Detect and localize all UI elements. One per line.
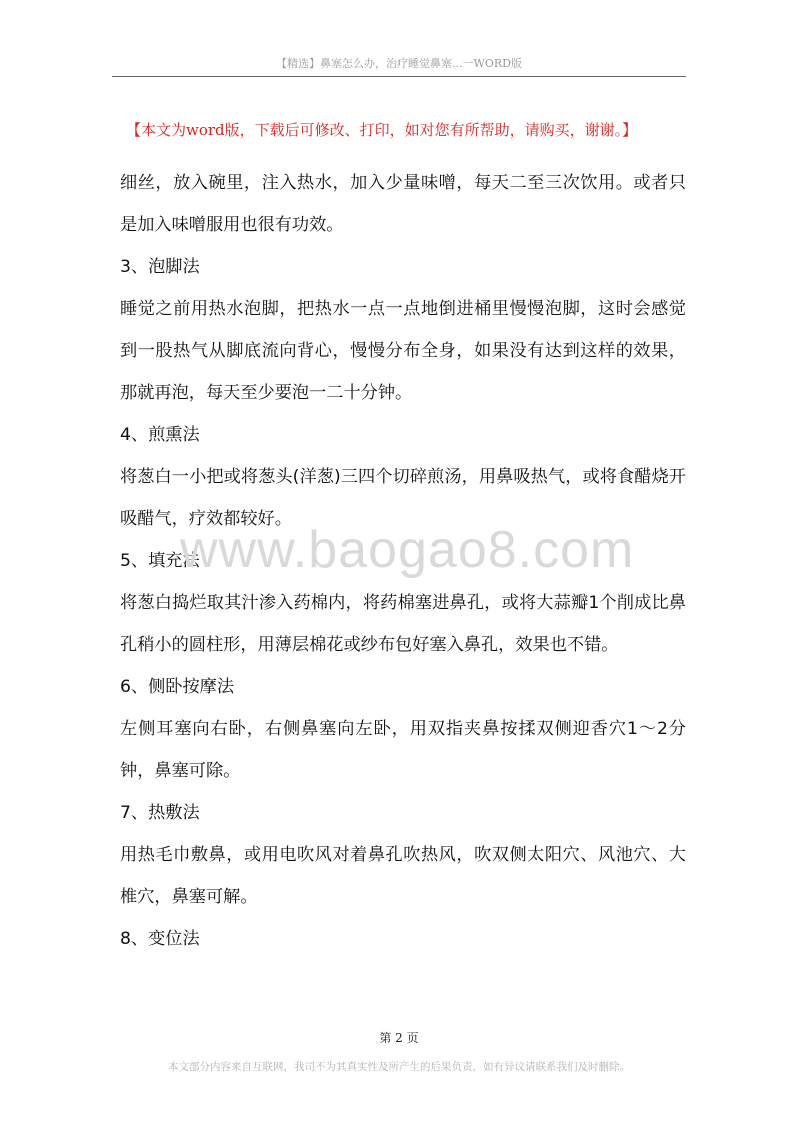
- paragraph-steam: 将葱白一小把或将葱头(洋葱)三四个切碎煎汤，用鼻吸热气，或将食醋烧开吸醋气，疗效都较好。: [120, 467, 686, 529]
- site-watermark: www.baogao8.com: [180, 521, 635, 579]
- heading-fill: 5、填充法: [120, 551, 200, 571]
- page-number: 第 2 页: [379, 1031, 419, 1045]
- page-header-title: 【精选】鼻塞怎么办，治疗睡觉鼻塞...一WORD版: [276, 57, 522, 70]
- header-divider: [112, 76, 686, 77]
- heading-steam: 4、煎熏法: [120, 425, 200, 445]
- paragraph-hot-compress: 用热毛巾敷鼻，或用电吹风对着鼻孔吹热风，吹双侧太阳穴、风池穴、大椎穴，鼻塞可解。: [120, 845, 686, 907]
- heading-position-change: 8、变位法: [120, 929, 200, 949]
- paragraph-foot-soak: 睡觉之前用热水泡脚，把热水一点一点地倒进桶里慢慢泡脚，这时会感觉到一股热气从脚底流向背心，慢慢分布全身，如果没有达到这样的效果，那就再泡，每天至少要泡一二十分钟。: [120, 299, 686, 403]
- paragraph-side-massage: 左侧耳塞向右卧，右侧鼻塞向左卧，用双指夹鼻按揉双侧迎香穴1～2分钟，鼻塞可除。: [120, 719, 686, 781]
- paragraph-miso-continued: 细丝，放入碗里，注入热水，加入少量味噌，每天二至三次饮用。或者只是加入味噌服用也很有功效。: [120, 173, 686, 235]
- document-body: [120, 162, 686, 960]
- heading-hot-compress: 7、热敷法: [120, 803, 200, 823]
- paragraph-fill: 将葱白捣烂取其汁渗入药棉内，将药棉塞进鼻孔，或将大蒜瓣1个削成比鼻孔稍小的圆柱形，用薄层棉花或纱布包好塞入鼻孔，效果也不错。: [120, 593, 686, 655]
- purchase-notice: 【本文为word版，下载后可修改、打印，如对您有所帮助，请购买，谢谢。】: [126, 121, 638, 139]
- footer-disclaimer: 本文部分内容来自互联网，我司不为其真实性及所产生的后果负责，如有异议请联系我们及时删除。: [168, 1061, 630, 1073]
- heading-side-massage: 6、侧卧按摩法: [120, 677, 235, 697]
- heading-foot-soak: 3、泡脚法: [120, 257, 200, 277]
